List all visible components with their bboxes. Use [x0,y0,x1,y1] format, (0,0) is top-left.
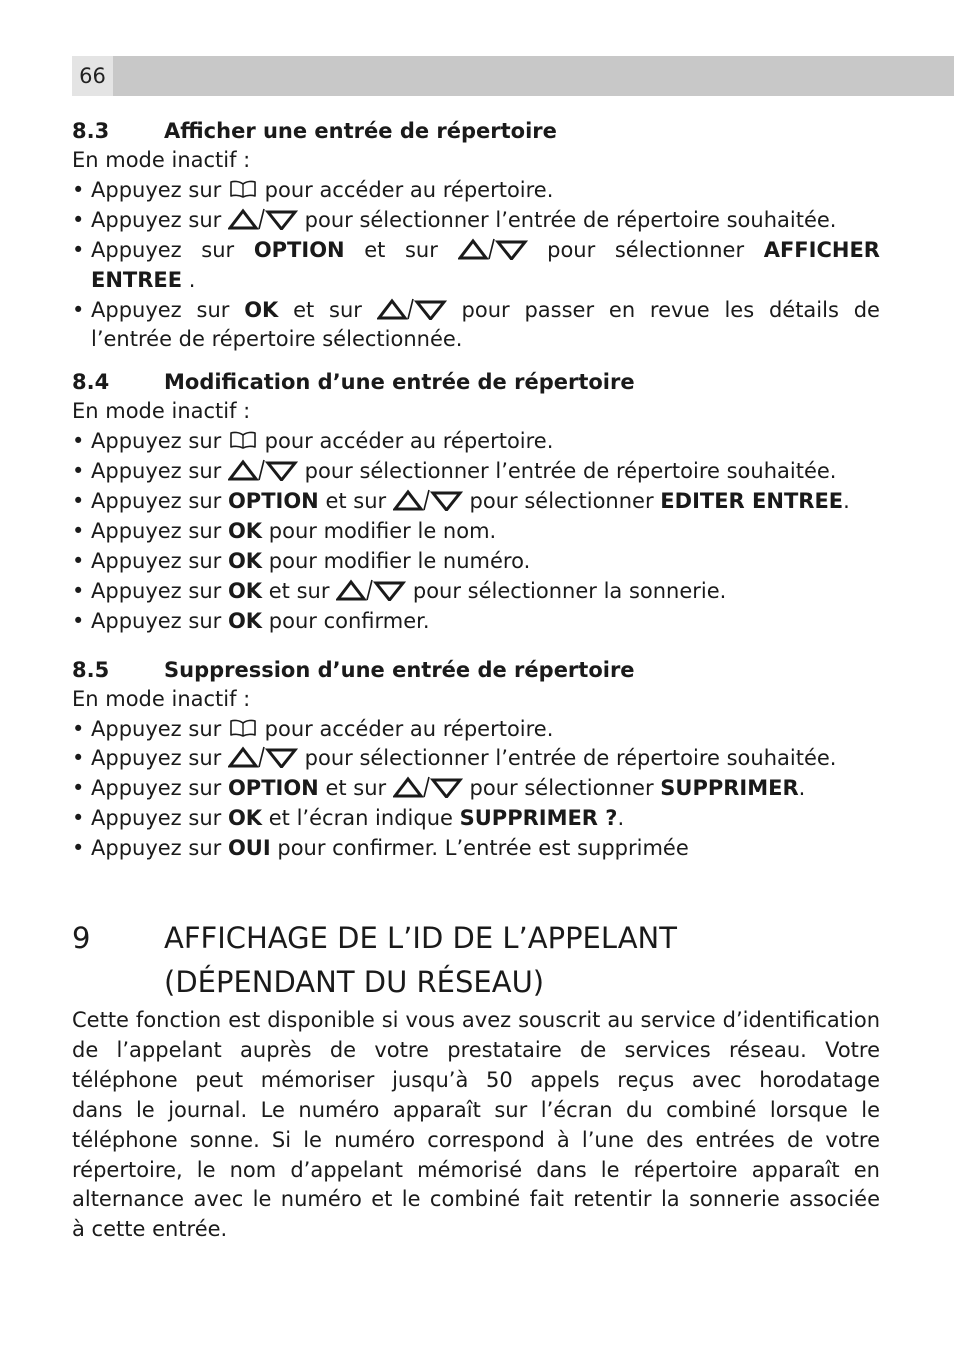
up-down-arrows-icon [336,579,406,603]
phonebook-icon [228,178,258,202]
section-heading-8-5 [72,655,880,685]
list-item: • Appuyez sur OK et sur pour sélectionner la sonnerie. [72,578,727,603]
list-item: • Appuyez sur OK pour modifier le numéro. [72,548,531,573]
chapter-number: 9 [72,921,91,956]
section-heading-8-3 [72,116,880,146]
list-item: • Appuyez sur pour sélectionner l’entrée de répertoire souhaitée. [72,459,837,484]
up-down-arrows-icon [458,238,528,262]
list-item: • Appuyez sur OK pour modifier le nom. [72,518,497,543]
mode-text: En mode inactif : [72,148,251,172]
up-down-arrows-icon [377,298,447,322]
list-item: • Appuyez sur pour sélectionner l’entrée de répertoire souhaitée. [72,746,837,771]
body-line: dans le journal. Le numéro apparaît sur l’écran du combiné lorsque le [72,1097,880,1122]
up-down-arrows-icon [228,746,298,770]
phonebook-svg [228,179,258,199]
chapter-title-line-1: AFFICHAGE DE L’ID DE L’APPELANT [164,921,677,956]
body-line: répertoire, le nom d’appelant mémorisé dans le répertoire apparaît en [72,1157,880,1182]
list-item: • Appuyez sur OK et sur pour passer en revue les détails de [72,297,880,322]
header-bar [72,56,954,96]
section-title: Modification d’une entrée de répertoire [164,370,635,395]
phonebook-icon [228,717,258,741]
list-item-continuation: ENTREE . [91,267,196,292]
section-number: 8.5 [72,657,110,682]
phonebook-svg [228,430,258,450]
up-down-arrows-icon [228,459,298,483]
chapter-body [72,1006,880,1245]
chapter-title-line-2: (DÉPENDANT DU RÉSEAU) [164,965,545,1000]
up-down-arrows-icon [393,489,463,513]
body-line: Cette fonction est disponible si vous avez souscrit au service d’identification [72,1008,880,1033]
list-item: • Appuyez sur pour accéder au répertoire. [72,177,554,202]
up-down-arrows-svg [393,776,463,798]
section-title: Suppression d’une entrée de répertoire [164,657,635,682]
up-down-arrows-svg [336,579,406,601]
mode-text: En mode inactif : [72,686,251,711]
up-down-arrows-svg [377,298,447,320]
section-heading-8-4 [72,367,880,397]
list-item: • Appuyez sur OPTION et sur pour sélectionner EDITER ENTREE. [72,489,850,514]
up-down-arrows-icon [393,776,463,800]
section-title: Afficher une entrée de répertoire [164,119,557,143]
list-item: • Appuyez sur OK pour confirmer. [72,608,430,633]
page-number: 66 [72,56,113,96]
body-line: de l’appelant auprès de votre prestataire de services réseau. Votre [72,1037,880,1062]
list-item: • Appuyez sur OPTION et sur pour sélectionner AFFICHER [72,237,880,262]
list-item: • Appuyez sur pour accéder au répertoire. [72,429,554,454]
phonebook-icon [228,429,258,453]
list-item: • Appuyez sur OPTION et sur pour sélectionner SUPPRIMER. [72,776,806,801]
body-line: à cette entrée. [72,1217,228,1242]
chapter-heading-9 [72,916,880,1004]
up-down-arrows-icon [228,208,298,232]
list-item: • Appuyez sur OK et l’écran indique SUPPRIMER ?. [72,806,625,831]
body-line: téléphone peut mémoriser jusqu’à 50 appels reçus avec horodatage [72,1067,880,1092]
section-number: 8.3 [72,119,110,143]
up-down-arrows-svg [228,746,298,768]
body-line: alternance avec le numéro et le combiné fait retentir la sonnerie associée [72,1187,880,1212]
list-item: • Appuyez sur pour sélectionner l’entrée de répertoire souhaitée. [72,207,837,232]
list-item: • Appuyez sur OUI pour confirmer. L’entrée est supprimée [72,836,689,861]
list-item-continuation: l’entrée de répertoire sélectionnée. [91,327,463,352]
up-down-arrows-svg [393,489,463,511]
body-line: téléphone sonne. Si le numéro correspond à l’une des entrées de votre [72,1127,880,1152]
phonebook-svg [228,718,258,738]
list-item: • Appuyez sur pour accéder au répertoire. [72,716,554,741]
mode-text: En mode inactif : [72,399,251,424]
up-down-arrows-svg [228,459,298,481]
up-down-arrows-svg [228,208,298,230]
page-content [72,116,880,1245]
up-down-arrows-svg [458,238,528,260]
section-number: 8.4 [72,370,110,395]
